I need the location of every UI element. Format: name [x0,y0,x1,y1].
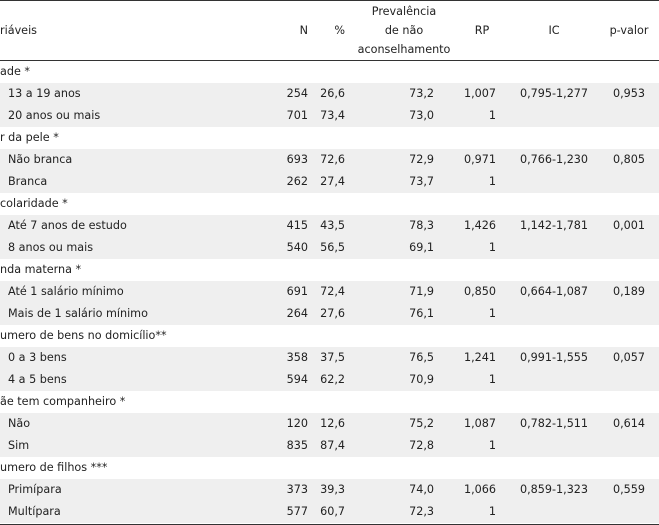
table-row [0,83,659,105]
cell-n: 835 [286,439,308,452]
cell-rp: 1,087 [463,417,496,430]
category-label: 0 a 3 bens [8,351,67,364]
cell-prevalencia: 70,9 [409,373,434,386]
cell-prevalencia: 76,5 [409,351,434,364]
cell-percent: 26,6 [320,87,345,100]
cell-n: 701 [286,109,308,122]
group-row [0,127,659,149]
cell-n: 262 [286,175,308,188]
variable-label: ade * [0,65,30,78]
cell-p-valor: 0,189 [612,285,645,298]
cell-percent: 60,7 [320,505,345,518]
cell-percent: 72,4 [320,285,345,298]
cell-ic: 0,782-1,511 [519,417,589,430]
variable-label: umero de bens no domicílio** [0,329,167,342]
table-row [0,413,659,435]
cell-ic: 0,795-1,277 [519,87,589,100]
cell-rp: 1 [488,373,496,386]
cell-rp: 0,971 [463,153,496,166]
cell-prevalencia: 73,7 [409,175,434,188]
table-row [0,281,659,303]
header-p-valor: p-valor [609,24,649,37]
cell-p-valor: 0,559 [612,483,645,496]
category-label: Até 1 salário mínimo [8,285,124,298]
table-row [0,171,659,193]
table-row [0,347,659,369]
cell-percent: 72,6 [320,153,345,166]
group-row [0,457,659,479]
cell-percent: 37,5 [320,351,345,364]
cell-rp: 1 [488,175,496,188]
cell-rp: 0,850 [463,285,496,298]
category-label: Primípara [8,483,62,496]
cell-n: 594 [286,373,308,386]
cell-ic: 1,142-1,781 [519,219,589,232]
cell-prevalencia: 73,0 [409,109,434,122]
cell-p-valor: 0,614 [612,417,645,430]
group-row [0,61,659,83]
cell-prevalencia: 73,2 [409,87,434,100]
cell-p-valor: 0,805 [612,153,645,166]
cell-n: 415 [286,219,308,232]
category-label: Multípara [8,505,61,518]
variable-label: r da pele * [0,131,59,144]
cell-p-valor: 0,001 [612,219,645,232]
variable-label: ãe tem companheiro * [0,395,126,408]
cell-rp: 1 [488,241,496,254]
cell-ic: 0,859-1,323 [519,483,589,496]
cell-n: 691 [286,285,308,298]
group-row [0,325,659,347]
cell-p-valor: 0,057 [612,351,645,364]
header-prevalencia-line1: Prevalência [371,5,437,18]
header-prevalencia-line3: aconselhamento [357,43,451,56]
cell-percent: 39,3 [320,483,345,496]
cell-rp: 1 [488,109,496,122]
variable-label: nda materna * [0,263,82,276]
cell-n: 264 [286,307,308,320]
cell-n: 358 [286,351,308,364]
cell-prevalencia: 72,8 [409,439,434,452]
category-label: Até 7 anos de estudo [8,219,127,232]
table-row [0,237,659,259]
table-row [0,303,659,325]
cell-ic: 0,664-1,087 [519,285,589,298]
category-label: 8 anos ou mais [8,241,94,254]
cell-prevalencia: 69,1 [409,241,434,254]
category-label: Mais de 1 salário mínimo [8,307,148,320]
cell-percent: 73,4 [320,109,345,122]
cell-prevalencia: 72,3 [409,505,434,518]
cell-ic: 0,766-1,230 [519,153,589,166]
cell-n: 254 [286,87,308,100]
cell-rp: 1,426 [463,219,496,232]
table-row [0,369,659,391]
cell-percent: 43,5 [320,219,345,232]
cell-prevalencia: 75,2 [409,417,434,430]
cell-n: 577 [286,505,308,518]
cell-percent: 56,5 [320,241,345,254]
header-n: N [299,24,308,37]
cell-prevalencia: 76,1 [409,307,434,320]
cell-prevalencia: 71,9 [409,285,434,298]
cell-n: 120 [286,417,308,430]
cell-n: 373 [286,483,308,496]
group-row [0,193,659,215]
cell-percent: 87,4 [320,439,345,452]
cell-rp: 1 [488,307,496,320]
cell-rp: 1,066 [463,483,496,496]
group-row [0,391,659,413]
cell-percent: 62,2 [320,373,345,386]
variable-label: umero de filhos *** [0,461,108,474]
cell-n: 540 [286,241,308,254]
category-label: Sim [8,439,30,452]
header-rp: RP [474,24,490,37]
cell-prevalencia: 72,9 [409,153,434,166]
cell-rp: 1,007 [463,87,496,100]
cell-rp: 1 [488,505,496,518]
cell-p-valor: 0,953 [612,87,645,100]
header-variaveis: riáveis [0,24,38,37]
cell-ic: 0,991-1,555 [519,351,589,364]
table-row [0,479,659,501]
group-row [0,259,659,281]
cell-prevalencia: 78,3 [409,219,434,232]
category-label: 13 a 19 anos [8,87,81,100]
header-prevalencia-line2: de não [384,24,424,37]
table-row [0,501,659,523]
category-label: Não branca [8,153,73,166]
table-row [0,215,659,237]
category-label: 4 a 5 bens [8,373,67,386]
category-label: Branca [8,175,48,188]
table-header [0,0,659,59]
category-label: 20 anos ou mais [8,109,101,122]
variable-label: colaridade * [0,197,68,210]
table-row [0,149,659,171]
cell-rp: 1 [488,439,496,452]
cell-percent: 12,6 [320,417,345,430]
table-row [0,105,659,127]
table-row [0,435,659,457]
cell-prevalencia: 74,0 [409,483,434,496]
category-label: Não [8,417,31,430]
cell-percent: 27,6 [320,307,345,320]
cell-percent: 27,4 [320,175,345,188]
header-percent: % [334,24,345,37]
cell-n: 693 [286,153,308,166]
header-ic: IC [548,24,560,37]
cell-rp: 1,241 [463,351,496,364]
